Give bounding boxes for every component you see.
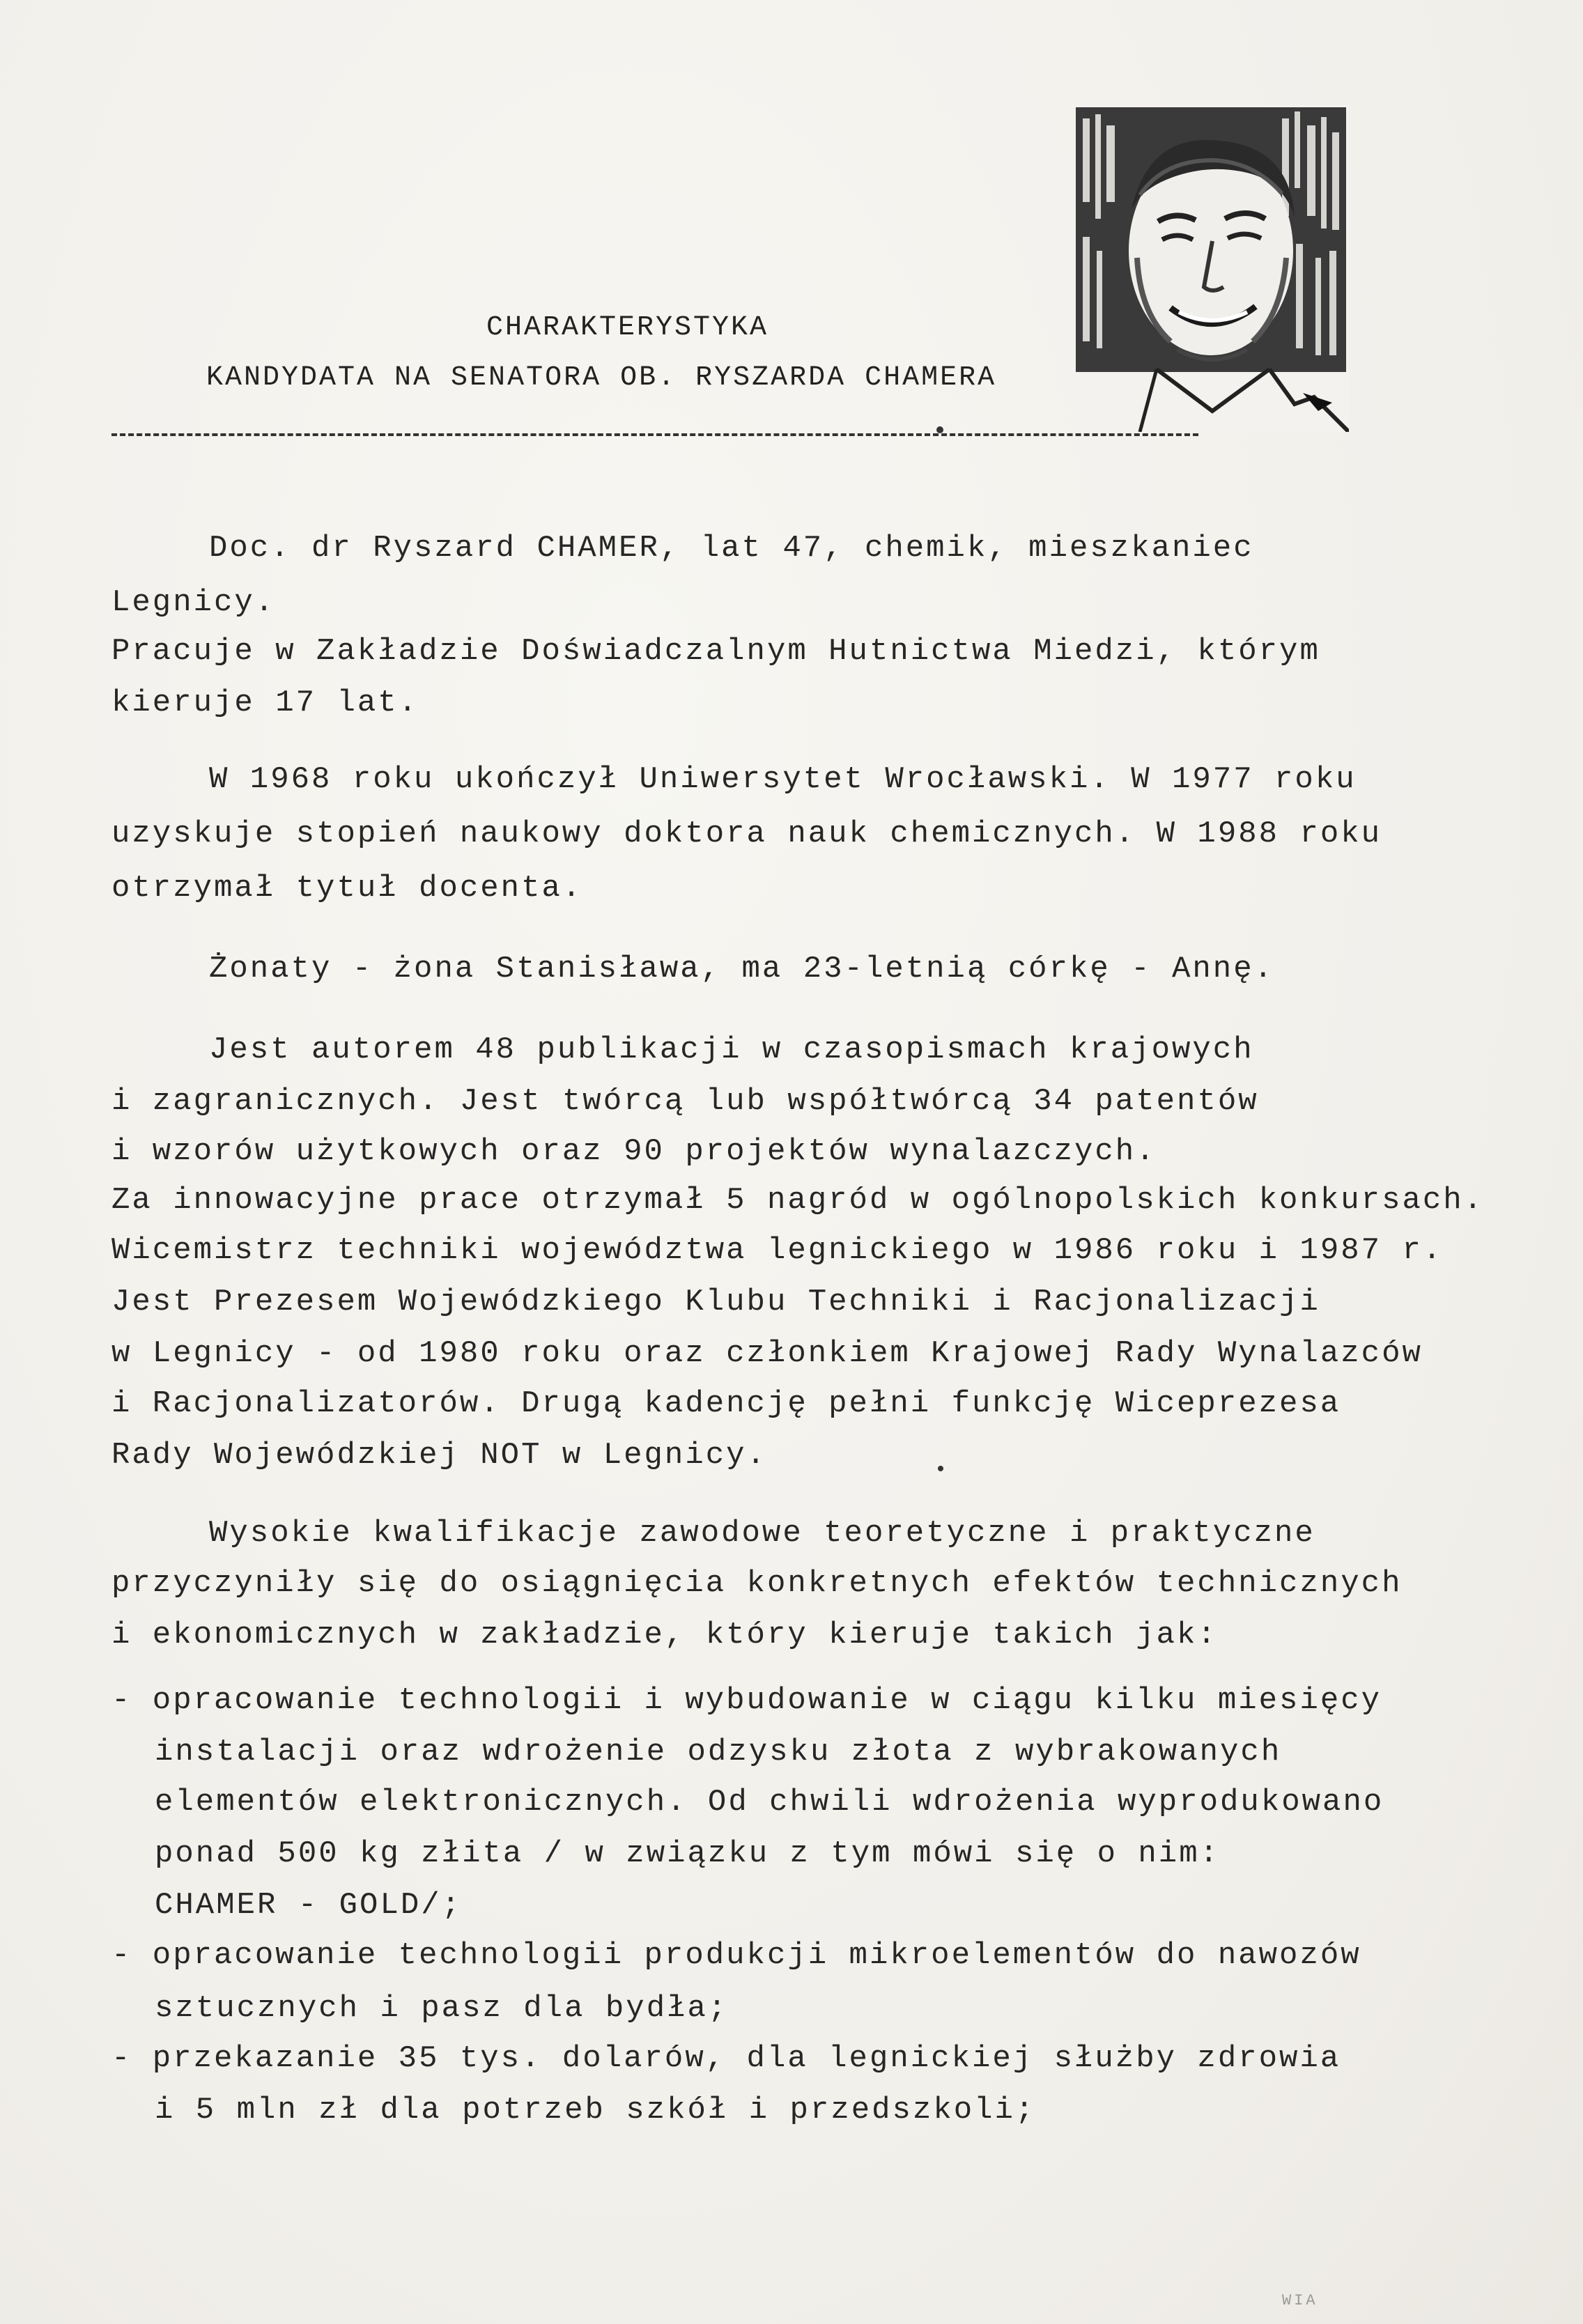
paragraph-4-line: Rady Wojewódzkiej NOT w Legnicy. (111, 1438, 767, 1473)
paragraph-4-line: i wzorów użytkowych oraz 90 projektów wynalazczych. (111, 1134, 1157, 1169)
paragraph-4-line: Jest Prezesem Wojewódzkiego Klubu Techniki i Racjonalizacji (111, 1285, 1320, 1319)
bullet-1-line: CHAMER - GOLD/; (155, 1888, 463, 1923)
paragraph-4-line: w Legnicy - od 1980 roku oraz członkiem Krajowej Rady Wynalazców (111, 1336, 1423, 1371)
title-line-1: CHARAKTERYSTYKA (486, 312, 769, 343)
bullet-1-line: elementów elektronicznych. Od chwili wdrożenia wyprodukowano (155, 1785, 1384, 1820)
paragraph-4-line: Za innowacyjne prace otrzymał 5 nagród w ogólnopolskich konkursach. (111, 1183, 1485, 1218)
ink-speck (938, 1466, 943, 1471)
paragraph-1-line: Doc. dr Ryszard CHAMER, lat 47, chemik, mieszkaniec (209, 531, 1254, 566)
paragraph-5-line: przyczyniły się do osiągnięcia konkretnych efektów technicznych (111, 1566, 1403, 1601)
title-line-2: KANDYDATA NA SENATORA OB. RYSZARDA CHAMERA (206, 362, 997, 394)
candidate-portrait-icon (1073, 104, 1349, 432)
bullet-2-line: sztucznych i pasz dla bydła; (155, 1991, 729, 2026)
paragraph-1-line: Legnicy. (111, 585, 276, 620)
paragraph-4-line: Wicemistrz techniki województwa legnickiego w 1986 roku i 1987 r. (111, 1233, 1444, 1268)
paragraph-2-line: W 1968 roku ukończył Uniwersytet Wrocławski. W 1977 roku (209, 762, 1357, 797)
bullet-1-line: ponad 500 kg złita / w związku z tym mówi się o nim: (155, 1836, 1221, 1871)
paragraph-4-line: Jest autorem 48 publikacji w czasopismach krajowych (209, 1032, 1254, 1067)
paragraph-4-line: i Racjonalizatorów. Drugą kadencję pełni funkcję Wiceprezesa (111, 1386, 1341, 1421)
paragraph-5-line: Wysokie kwalifikacje zawodowe teoretyczne i praktyczne (209, 1516, 1315, 1551)
bullet-1-line: - opracowanie technologii i wybudowanie w ciągu kilku miesięcy (111, 1683, 1382, 1718)
bullet-2-line: - opracowanie technologii produkcji mikroelementów do nawozów (111, 1938, 1361, 1973)
bullet-3-line: - przekazanie 35 tys. dolarów, dla legnickiej służby zdrowia (111, 2041, 1341, 2076)
dashed-separator (111, 433, 1198, 436)
footer-mark: WIA (1282, 2292, 1318, 2309)
paragraph-1-line: Pracuje w Zakładzie Doświadczalnym Hutnictwa Miedzi, którym (111, 634, 1320, 669)
bullet-1-line: instalacji oraz wdrożenie odzysku złota z wybrakowanych (155, 1735, 1282, 1769)
paragraph-2-line: otrzymał tytuł docenta. (111, 871, 583, 906)
paragraph-4-line: i zagranicznych. Jest twórcą lub współtwórcą 34 patentów (111, 1084, 1259, 1119)
paragraph-5-line: i ekonomicznych w zakładzie, który kieruje takich jak: (111, 1618, 1218, 1652)
paragraph-1-line: kieruje 17 lat. (111, 685, 419, 720)
paragraph-2-line: uzyskuje stopień naukowy doktora nauk chemicznych. W 1988 roku (111, 816, 1382, 851)
paragraph-3-line: Żonaty - żona Stanisława, ma 23-letnią córkę - Annę. (209, 952, 1275, 986)
ink-speck (936, 426, 943, 433)
bullet-3-line: i 5 mln zł dla potrzeb szkół i przedszkoli; (155, 2093, 1036, 2128)
